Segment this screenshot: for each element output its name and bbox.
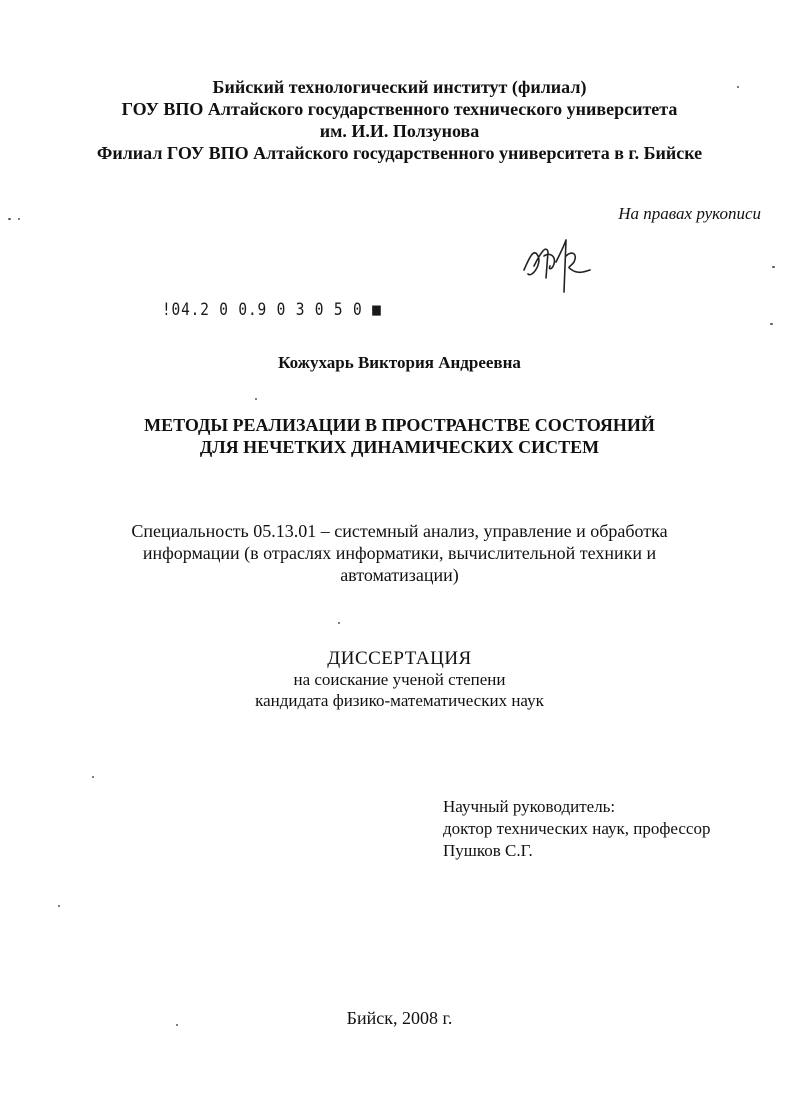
specialty-line-1: Специальность 05.13.01 – системный анализ, управление и обработка: [131, 521, 668, 541]
advisor-name: Пушков С.Г.: [443, 841, 533, 860]
registration-number: !04.2 0 0.9 0 3 0 5 0 ■: [162, 300, 382, 320]
handwritten-signature: [520, 226, 600, 296]
scan-speck: [58, 905, 60, 907]
institution-line-3: им. И.И. Ползунова: [319, 121, 480, 141]
scan-speck: [737, 86, 739, 88]
dissertation-heading: ДИССЕРТАЦИЯ: [327, 648, 472, 669]
title-line-1: МЕТОДЫ РЕАЛИЗАЦИИ В ПРОСТРАНСТВЕ СОСТОЯНИЙ: [144, 415, 655, 435]
scan-speck: [772, 266, 775, 268]
title-line-2: ДЛЯ НЕЧЕТКИХ ДИНАМИЧЕСКИХ СИСТЕМ: [199, 437, 600, 457]
scan-speck: [18, 218, 20, 220]
institution-line-1: Бийский технологический институт (филиал): [212, 77, 587, 97]
scan-speck: [8, 218, 11, 220]
institution-line-2: ГОУ ВПО Алтайского государственного технического университета: [121, 99, 678, 119]
scan-speck: [770, 323, 773, 325]
scan-speck: [255, 398, 257, 400]
specialty-line-2: информации (в отраслях информатики, вычислительной техники и: [142, 543, 657, 563]
advisor-degree: доктор технических наук, профессор: [443, 819, 711, 838]
scan-speck: [176, 1024, 178, 1026]
specialty-line-3: автоматизации): [340, 565, 459, 585]
degree-line-1: на соискание ученой степени: [293, 670, 506, 689]
manuscript-rights-note: На правах рукописи: [618, 204, 761, 223]
institution-line-4: Филиал ГОУ ВПО Алтайского государственного университета в г. Бийске: [96, 143, 703, 163]
place-and-year: Бийск, 2008 г.: [346, 1008, 453, 1028]
scan-speck: [92, 776, 94, 778]
advisor-label: Научный руководитель:: [443, 797, 616, 816]
degree-line-2: кандидата физико-математических наук: [255, 691, 544, 710]
author-name: Кожухарь Виктория Андреевна: [278, 353, 521, 372]
scan-speck: [338, 622, 340, 624]
